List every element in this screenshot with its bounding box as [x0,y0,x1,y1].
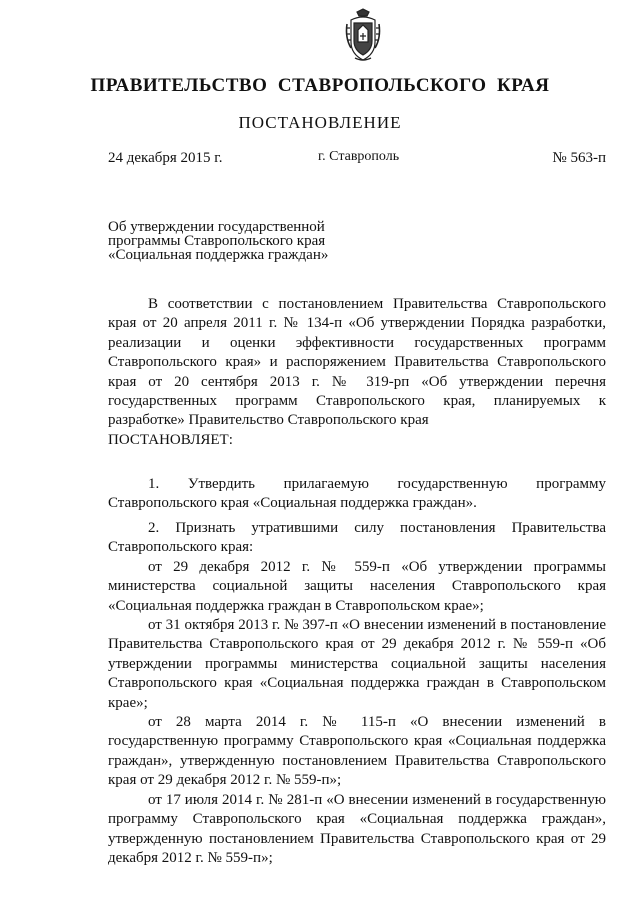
decree-word: ПОСТАНОВЛЯЕТ: [108,432,233,448]
document-number: № 563-п [552,150,606,166]
subject-line: программы Ставропольского края [108,233,326,249]
document-city: г. Ставрополь [318,149,400,164]
item-2-intro: 2. Признать утратившими силу постановления Правительства Ставропольского края: [108,520,606,556]
repealed-entry: от 29 декабря 2012 г. № 559-п «Об утверждении программы министерства социальной защиты населения Ставропольского края «Социальная поддержка граждан в Ставропольском крае»; [108,558,606,614]
document-date: 24 декабря 2015 г. [108,150,223,166]
repealed-entry: от 28 марта 2014 г. № 115-п «О внесении изменений в государственную программу Ставропольского края «Социальная поддержка граждан», утвержденную постановлением Правительства Ставропольского края от 29 декабря 2012 г. № 559-п»; [108,714,606,789]
government-title: ПРАВИТЕЛЬСТВО СТАВРОПОЛЬСКОГО КРАЯ [90,75,550,96]
repealed-entry: от 31 октября 2013 г. № 397-п «О внесении изменений в постановление Правительства Ставропольского края от 29 декабря 2012 г. № 559-п «Об утверждении программы министерства социальной защиты населения Ставропольского края «Социальная поддержка граждан в Ставропольском крае»; [108,617,606,711]
preamble-section [108,295,606,431]
document-type: ПОСТАНОВЛЕНИЕ [238,113,402,132]
item-1-section [108,475,606,514]
document-subject [108,220,328,262]
item-2-section [108,519,606,868]
subject-line: Об утверждении государственной [108,219,325,235]
coat-of-arms-emblem [343,8,383,62]
subject-line: «Социальная поддержка граждан» [108,247,329,263]
preamble-paragraph: В соответствии с постановлением Правительства Ставропольского края от 20 апреля 2011 г. № 134-п «Об утверждении Порядка разработки, реализации и оценки эффективности государственных программ Ставропольского края» и распоряжением Правительства Ставропольского края от 20 сентября 2013 г. № 319-рп «Об утверждении перечня государственных программ Ставропольского края, планируемых к разработке» Правительство Ставропольского края [108,296,606,429]
repealed-entry: от 17 июля 2014 г. № 281-п «О внесении изменений в государственную программу Ставропольского края «Социальная поддержка граждан», утвержденную постановлением Правительства Ставропольского края от 29 декабря 2012 г. № 559-п»; [108,791,606,866]
item-1-paragraph: 1. Утвердить прилагаемую государственную программу Ставропольского края «Социальная поддержка граждан». [108,476,606,512]
